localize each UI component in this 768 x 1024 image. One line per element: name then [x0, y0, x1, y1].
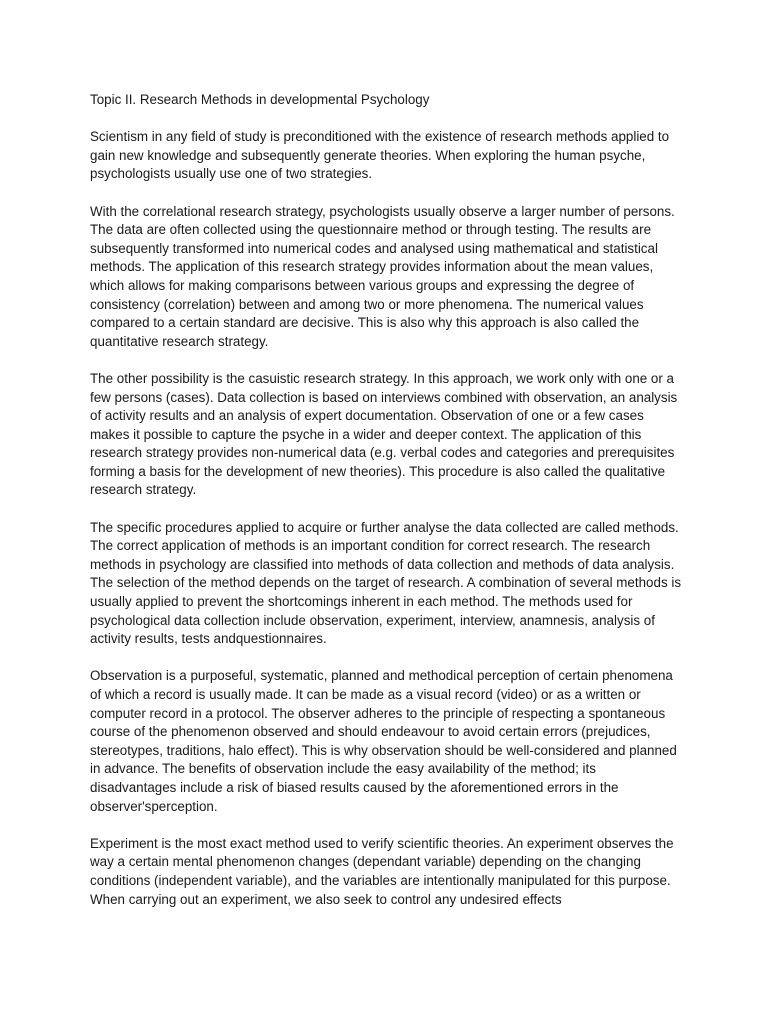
paragraph-research-methods-intro: Scientism in any field of study is preconditioned with the existence of research methods applied to gain new knowledge and subsequently generate theories. When exploring the human psyche, psychologists usually use one of two strategies. — [90, 129, 670, 182]
document-body — [90, 91, 682, 928]
paragraph-observation: Observation is a purposeful, systematic, planned and methodical perception of certain phenomena of which a record is usually made. It can be made as a visual record (video) or as a written or computer record in a protocol. The observer adheres to the principle of respecting a spontaneous course of the phenomenon observed and should endeavour to avoid certain errors (prejudices, stereotypes, traditions, halo effect). This is why observation should be well-considered and planned in advance. The benefits of observation include the easy availability of the method; its disadvantages include a risk of biased results caused by the aforementioned errors in the observer'sperception. — [90, 668, 677, 814]
paragraph-casuistic-strategy: The other possibility is the casuistic research strategy. In this approach, we work only with one or a few persons (cases). Data collection is based on interviews combined with observation, an analysis of activity results and an analysis of expert documentation. Observation of one or a few cases makes it possible to capture the psyche in a wider and deeper context. The application of this research strategy provides non-numerical data (e.g. verbal codes and categories and prerequisites forming a basis for the development of new theories). This procedure is also called the qualitative research strategy. — [90, 370, 678, 498]
document-title: Topic II. Research Methods in developmental Psychology — [90, 92, 430, 107]
paragraph-correlational-strategy: With the correlational research strategy, psychologists usually observe a larger number of persons. The data are often collected using the questionnaire method or through testing. The results are subsequently transformed into numerical codes and analysed using mathematical and statistical methods. The application of this research strategy provides information about the mean values, which allows for making comparisons between various groups and expressing the degree of consistency (correlation) between and among two or more phenomena. The numerical values compared to a certain standard are decisive. This is also why this approach is also called the quantitative research strategy. — [90, 203, 675, 349]
paragraph-experiment: Experiment is the most exact method used to verify scientific theories. An experiment observes the way a certain mental phenomenon changes (dependant variable) depending on the changing conditions (independent variable), and the variables are intentionally manipulated for this purpose. When carrying out an experiment, we also seek to control any undesired effects — [90, 835, 674, 907]
paragraph-methods: The specific procedures applied to acquire or further analyse the data collected are called methods. The correct application of methods is an important condition for correct research. The research methods in psychology are classified into methods of data collection and methods of data analysis. The selection of the method depends on the target of research. A combination of several methods is usually applied to prevent the shortcomings inherent in each method. The methods used for psychological data collection include observation, experiment, interview, anamnesis, analysis of activity results, tests andquestionnaires. — [90, 519, 682, 647]
